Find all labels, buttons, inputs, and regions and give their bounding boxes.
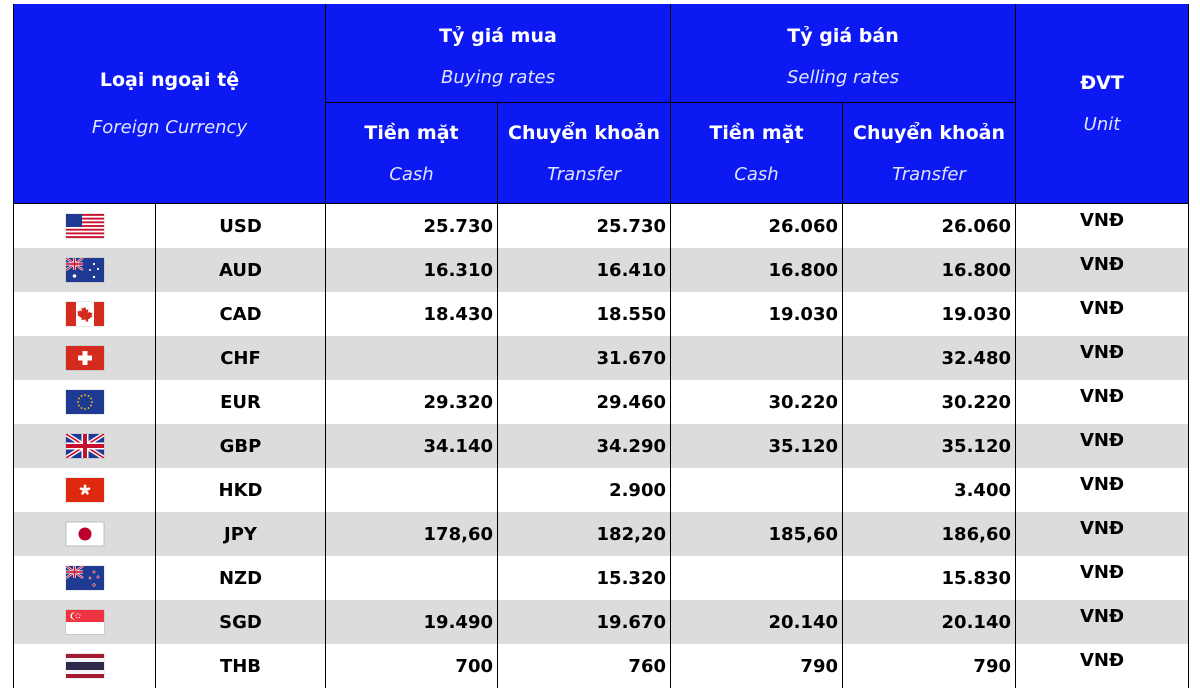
sell-transfer-rate: 790 — [843, 644, 1016, 688]
table-row — [14, 204, 1189, 249]
buy-transfer-rate: 16.410 — [498, 248, 671, 292]
sell-transfer-rate: 186,60 — [843, 512, 1016, 556]
buy-cash-rate: 16.310 — [326, 248, 498, 292]
sell-cash-rate: 30.220 — [671, 380, 843, 424]
header-buy-transfer-en: Transfer — [547, 164, 621, 185]
table-row — [14, 336, 1189, 380]
flag-cell — [14, 248, 156, 292]
header-sell-cash-vi: Tiền mặt — [709, 122, 803, 144]
currency-code: THB — [156, 644, 326, 688]
table-row — [14, 644, 1189, 688]
buy-cash-rate: 29.320 — [326, 380, 498, 424]
unit-value: VNĐ — [1016, 644, 1189, 688]
header-buying-en: Buying rates — [441, 67, 555, 88]
sell-cash-rate: 790 — [671, 644, 843, 688]
au-flag-icon — [66, 258, 104, 282]
header-sell-cash-en: Cash — [734, 164, 778, 185]
currency-code: GBP — [156, 424, 326, 468]
currency-code: CHF — [156, 336, 326, 380]
header-selling-vi: Tỷ giá bán — [787, 25, 898, 47]
us-flag-icon — [66, 214, 104, 238]
unit-value: VNĐ — [1016, 600, 1189, 644]
nz-flag-icon — [66, 566, 104, 590]
header-unit-en: Unit — [1084, 114, 1121, 135]
buy-cash-rate: 18.430 — [326, 292, 498, 336]
header-sell-transfer-en: Transfer — [892, 164, 966, 185]
sell-transfer-rate: 16.800 — [843, 248, 1016, 292]
table-row — [14, 468, 1189, 512]
currency-code: EUR — [156, 380, 326, 424]
buy-cash-rate: 19.490 — [326, 600, 498, 644]
sell-transfer-rate: 20.140 — [843, 600, 1016, 644]
currency-code: JPY — [156, 512, 326, 556]
header-buy-cash-vi: Tiền mặt — [364, 122, 458, 144]
currency-code: AUD — [156, 248, 326, 292]
ch-flag-icon — [66, 346, 104, 370]
exchange-rate-table-wrapper — [13, 4, 1188, 688]
table-row — [14, 556, 1189, 600]
sell-transfer-rate: 26.060 — [843, 204, 1016, 249]
currency-code: USD — [156, 204, 326, 249]
sell-cash-rate: 16.800 — [671, 248, 843, 292]
header-currency-vi: Loại ngoại tệ — [100, 69, 239, 91]
sell-transfer-rate: 35.120 — [843, 424, 1016, 468]
buy-cash-rate: 25.730 — [326, 204, 498, 249]
header-selling — [671, 4, 1016, 103]
jp-flag-icon — [66, 522, 104, 546]
buy-transfer-rate: 18.550 — [498, 292, 671, 336]
unit-value: VNĐ — [1016, 248, 1189, 292]
flag-cell — [14, 468, 156, 512]
buy-transfer-rate: 25.730 — [498, 204, 671, 249]
header-sell-transfer — [843, 103, 1016, 204]
th-flag-icon — [66, 654, 104, 678]
currency-code: NZD — [156, 556, 326, 600]
sg-flag-icon — [66, 610, 104, 634]
sell-transfer-rate: 32.480 — [843, 336, 1016, 380]
flag-cell — [14, 644, 156, 688]
header-buy-transfer — [498, 103, 671, 204]
sell-cash-rate: 20.140 — [671, 600, 843, 644]
buy-cash-rate: 178,60 — [326, 512, 498, 556]
ca-flag-icon — [66, 302, 104, 326]
header-unit-vi: ĐVT — [1080, 72, 1124, 94]
flag-cell — [14, 204, 156, 249]
eu-flag-icon — [66, 390, 104, 414]
header-currency — [14, 4, 326, 204]
unit-value: VNĐ — [1016, 380, 1189, 424]
currency-code: CAD — [156, 292, 326, 336]
table-header — [14, 4, 1189, 204]
flag-cell — [14, 556, 156, 600]
sell-cash-rate — [671, 556, 843, 600]
buy-transfer-rate: 15.320 — [498, 556, 671, 600]
sell-cash-rate: 35.120 — [671, 424, 843, 468]
flag-cell — [14, 424, 156, 468]
flag-cell — [14, 380, 156, 424]
flag-cell — [14, 292, 156, 336]
header-buy-transfer-vi: Chuyển khoản — [508, 122, 660, 144]
currency-code: SGD — [156, 600, 326, 644]
header-selling-en: Selling rates — [787, 67, 899, 88]
sell-cash-rate: 185,60 — [671, 512, 843, 556]
buy-cash-rate: 700 — [326, 644, 498, 688]
table-body — [14, 204, 1189, 688]
table-row — [14, 380, 1189, 424]
table-row — [14, 512, 1189, 556]
currency-code: HKD — [156, 468, 326, 512]
unit-value: VNĐ — [1016, 512, 1189, 556]
buy-transfer-rate: 29.460 — [498, 380, 671, 424]
buy-transfer-rate: 2.900 — [498, 468, 671, 512]
sell-cash-rate — [671, 336, 843, 380]
unit-value: VNĐ — [1016, 204, 1189, 249]
exchange-rate-table — [13, 4, 1189, 688]
header-sell-cash — [671, 103, 843, 204]
buy-cash-rate: 34.140 — [326, 424, 498, 468]
sell-transfer-rate: 15.830 — [843, 556, 1016, 600]
sell-transfer-rate: 3.400 — [843, 468, 1016, 512]
header-buying — [326, 4, 671, 103]
unit-value: VNĐ — [1016, 556, 1189, 600]
buy-transfer-rate: 19.670 — [498, 600, 671, 644]
unit-value: VNĐ — [1016, 424, 1189, 468]
buy-cash-rate — [326, 468, 498, 512]
buy-transfer-rate: 31.670 — [498, 336, 671, 380]
table-row — [14, 424, 1189, 468]
table-row — [14, 248, 1189, 292]
hk-flag-icon — [66, 478, 104, 502]
buy-cash-rate — [326, 556, 498, 600]
sell-cash-rate — [671, 468, 843, 512]
header-buying-vi: Tỷ giá mua — [439, 25, 557, 47]
header-buy-cash — [326, 103, 498, 204]
sell-transfer-rate: 19.030 — [843, 292, 1016, 336]
buy-transfer-rate: 760 — [498, 644, 671, 688]
unit-value: VNĐ — [1016, 336, 1189, 380]
unit-value: VNĐ — [1016, 292, 1189, 336]
gb-flag-icon — [66, 434, 104, 458]
header-unit — [1016, 4, 1189, 204]
header-currency-en: Foreign Currency — [92, 117, 247, 138]
table-row — [14, 600, 1189, 644]
header-sell-transfer-vi: Chuyển khoản — [853, 122, 1005, 144]
flag-cell — [14, 336, 156, 380]
buy-transfer-rate: 34.290 — [498, 424, 671, 468]
sell-cash-rate: 26.060 — [671, 204, 843, 249]
flag-cell — [14, 512, 156, 556]
buy-cash-rate — [326, 336, 498, 380]
unit-value: VNĐ — [1016, 468, 1189, 512]
sell-transfer-rate: 30.220 — [843, 380, 1016, 424]
sell-cash-rate: 19.030 — [671, 292, 843, 336]
header-buy-cash-en: Cash — [389, 164, 433, 185]
buy-transfer-rate: 182,20 — [498, 512, 671, 556]
table-row — [14, 292, 1189, 336]
flag-cell — [14, 600, 156, 644]
